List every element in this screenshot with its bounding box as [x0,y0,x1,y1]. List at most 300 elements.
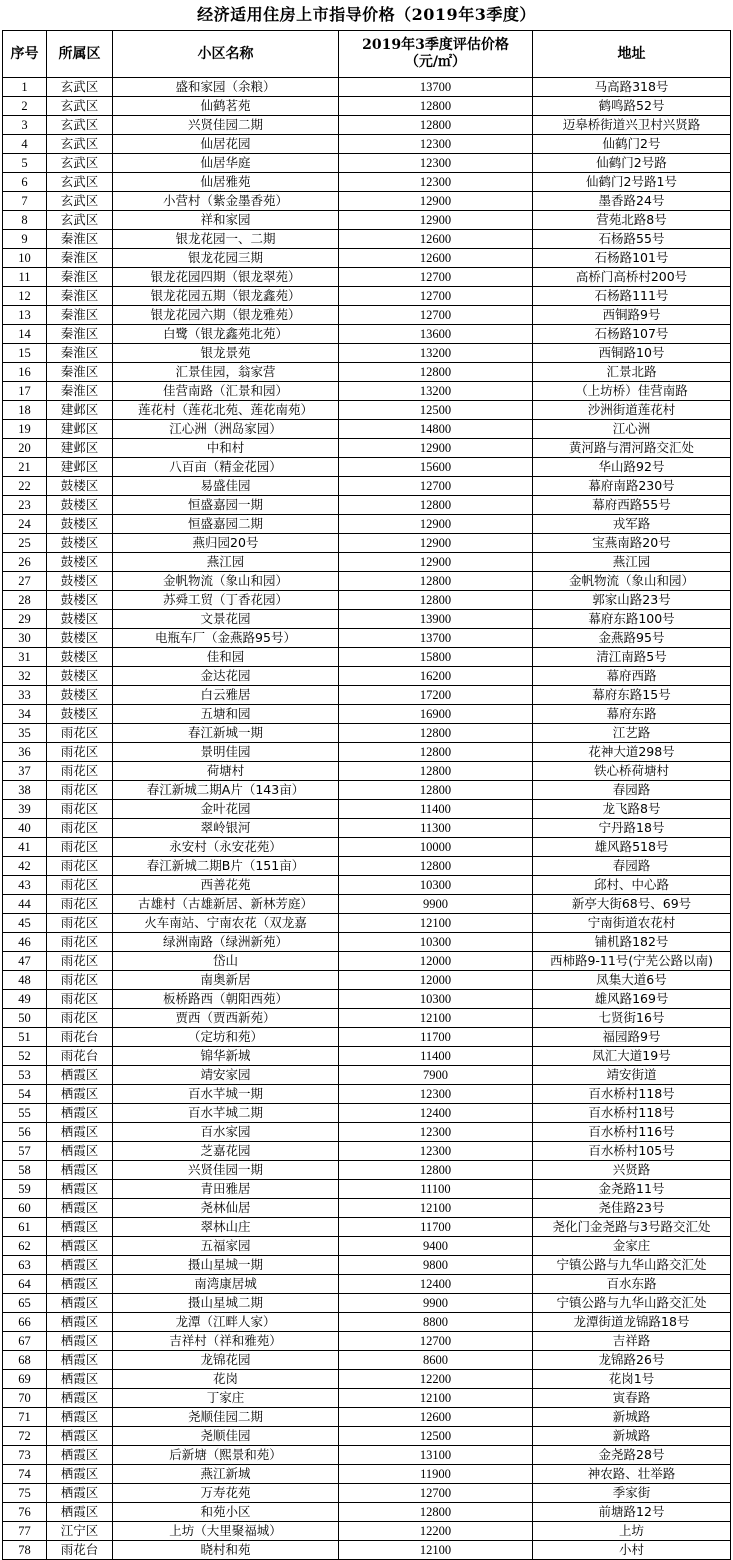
table-row [3,1484,731,1503]
table-row [3,1066,731,1085]
header-price [339,31,533,78]
cell-name: 电瓶车厂（金燕路95号） [113,629,339,648]
cell-name: 翠岭银河 [113,819,339,838]
cell-district: 秦淮区 [47,363,113,382]
cell-no: 61 [3,1218,47,1237]
cell-price: 12800 [339,1503,533,1522]
cell-address: 春园路 [533,781,731,800]
cell-address: 江艺路 [533,724,731,743]
cell-district: 栖霞区 [47,1294,113,1313]
cell-price: 12800 [339,116,533,135]
table-row [3,667,731,686]
cell-address: 西柿路9-11号(宁芜公路以南) [533,952,731,971]
cell-address: 幕府东路15号 [533,686,731,705]
cell-no: 38 [3,781,47,800]
cell-price: 12300 [339,1142,533,1161]
cell-district: 秦淮区 [47,325,113,344]
cell-address: 百水桥村116号 [533,1123,731,1142]
cell-name: 摄山星城二期 [113,1294,339,1313]
cell-district: 栖霞区 [47,1256,113,1275]
cell-district: 雨花区 [47,800,113,819]
table-row [3,325,731,344]
cell-name: 银龙花园三期 [113,249,339,268]
cell-name: 翠林山庄 [113,1218,339,1237]
table-row [3,154,731,173]
cell-district: 雨花区 [47,971,113,990]
cell-price: 11900 [339,1465,533,1484]
cell-address: 清江南路5号 [533,648,731,667]
page-title: 经济适用住房上市指导价格（2019年3季度） [197,5,536,24]
cell-address: 龙锦路26号 [533,1351,731,1370]
cell-district: 雨花区 [47,914,113,933]
cell-no: 76 [3,1503,47,1522]
cell-district: 玄武区 [47,173,113,192]
cell-name: 锦华新城 [113,1047,339,1066]
cell-district: 雨花区 [47,952,113,971]
table-row [3,382,731,401]
cell-district: 栖霞区 [47,1332,113,1351]
cell-no: 14 [3,325,47,344]
table-row [3,1275,731,1294]
cell-name: 金达花园 [113,667,339,686]
cell-price: 12500 [339,1427,533,1446]
cell-no: 19 [3,420,47,439]
table-row [3,1047,731,1066]
cell-name: 尧顺佳园 [113,1427,339,1446]
cell-price: 12400 [339,1104,533,1123]
cell-no: 28 [3,591,47,610]
cell-name: 苏舜工贸（丁香花园） [113,591,339,610]
cell-address: 铁心桥荷塘村 [533,762,731,781]
table-row [3,401,731,420]
cell-district: 鼓楼区 [47,515,113,534]
cell-no: 9 [3,230,47,249]
table-row [3,705,731,724]
cell-name: 恒盛嘉园一期 [113,496,339,515]
cell-no: 33 [3,686,47,705]
cell-district: 栖霞区 [47,1408,113,1427]
cell-price: 17200 [339,686,533,705]
cell-district: 鼓楼区 [47,610,113,629]
cell-price: 12100 [339,1389,533,1408]
cell-price: 13600 [339,325,533,344]
header-no: 序号 [3,31,47,78]
header-name: 小区名称 [113,31,339,78]
table-body [3,78,731,1560]
table-row [3,819,731,838]
cell-no: 26 [3,553,47,572]
cell-name: 八百亩（精金花园） [113,458,339,477]
table-row [3,230,731,249]
cell-no: 72 [3,1427,47,1446]
cell-name: 花岗 [113,1370,339,1389]
table-row [3,496,731,515]
table-row [3,534,731,553]
cell-district: 鼓楼区 [47,477,113,496]
cell-no: 55 [3,1104,47,1123]
cell-no: 58 [3,1161,47,1180]
cell-price: 12200 [339,1522,533,1541]
table-row [3,211,731,230]
cell-no: 63 [3,1256,47,1275]
cell-name: 春江新城一期 [113,724,339,743]
table-row [3,743,731,762]
cell-district: 栖霞区 [47,1275,113,1294]
table-row [3,933,731,952]
table-row [3,1446,731,1465]
cell-address: 吉祥路 [533,1332,731,1351]
cell-address: 龙飞路8号 [533,800,731,819]
cell-address: 凤集大道6号 [533,971,731,990]
cell-name: 吉祥村（祥和雅苑） [113,1332,339,1351]
table-row [3,1256,731,1275]
cell-price: 12200 [339,1370,533,1389]
cell-district: 鼓楼区 [47,572,113,591]
cell-price: 12100 [339,1009,533,1028]
table-row [3,287,731,306]
cell-no: 69 [3,1370,47,1389]
cell-price: 12000 [339,952,533,971]
table-row [3,1541,731,1560]
cell-address: 花神大道298号 [533,743,731,762]
cell-price: 10000 [339,838,533,857]
cell-no: 44 [3,895,47,914]
table-row [3,971,731,990]
cell-name: 百水芊城二期 [113,1104,339,1123]
cell-no: 59 [3,1180,47,1199]
cell-price: 10300 [339,933,533,952]
cell-address: 燕江园 [533,553,731,572]
cell-no: 23 [3,496,47,515]
cell-address: 宁镇公路与九华山路交汇处 [533,1256,731,1275]
cell-district: 秦淮区 [47,287,113,306]
cell-district: 鼓楼区 [47,705,113,724]
cell-name: 小营村（紫金墨香苑） [113,192,339,211]
table-row [3,1465,731,1484]
cell-district: 建邺区 [47,458,113,477]
cell-price: 10300 [339,876,533,895]
cell-district: 栖霞区 [47,1484,113,1503]
cell-price: 12100 [339,1541,533,1560]
cell-address: 雄风路518号 [533,838,731,857]
cell-district: 秦淮区 [47,344,113,363]
cell-district: 栖霞区 [47,1123,113,1142]
cell-name: 银龙花园四期（银龙翠苑） [113,268,339,287]
cell-address: 迈皋桥街道兴卫村兴贤路 [533,116,731,135]
header-price-line1: 2019年3季度评估价格 [362,37,509,53]
table-row [3,1351,731,1370]
cell-district: 鼓楼区 [47,496,113,515]
cell-address: 尧化门金尧路与3号路交汇处 [533,1218,731,1237]
cell-price: 12100 [339,914,533,933]
cell-price: 12900 [339,534,533,553]
cell-district: 栖霞区 [47,1085,113,1104]
cell-price: 12100 [339,1199,533,1218]
cell-address: 仙鹤门2号路 [533,154,731,173]
cell-address: 江心洲 [533,420,731,439]
cell-name: 百水家园 [113,1123,339,1142]
cell-name: 易盛佳园 [113,477,339,496]
cell-name: 燕江新城 [113,1465,339,1484]
cell-no: 70 [3,1389,47,1408]
table-row [3,116,731,135]
cell-address: 百水东路 [533,1275,731,1294]
cell-name: 佳和园 [113,648,339,667]
cell-district: 玄武区 [47,97,113,116]
cell-price: 12800 [339,762,533,781]
cell-district: 江宁区 [47,1522,113,1541]
cell-address: 花岗1号 [533,1370,731,1389]
cell-name: 银龙花园五期（银龙鑫苑） [113,287,339,306]
table-row [3,1028,731,1047]
cell-price: 12900 [339,211,533,230]
cell-name: 摄山星城一期 [113,1256,339,1275]
cell-price: 12700 [339,287,533,306]
cell-district: 建邺区 [47,401,113,420]
cell-address: 戎军路 [533,515,731,534]
cell-address: 仙鹤门2号 [533,135,731,154]
cell-no: 48 [3,971,47,990]
cell-price: 12900 [339,192,533,211]
table-row [3,1522,731,1541]
cell-name: 绿洲南路（绿洲新苑） [113,933,339,952]
cell-district: 雨花区 [47,990,113,1009]
cell-price: 12800 [339,857,533,876]
cell-district: 雨花区 [47,838,113,857]
cell-name: 仙居华庭 [113,154,339,173]
cell-name: 和苑小区 [113,1503,339,1522]
cell-no: 49 [3,990,47,1009]
table-header [3,31,731,78]
cell-name: 汇景佳园，翁家营 [113,363,339,382]
cell-address: 新亭大街68号、69号 [533,895,731,914]
cell-address: 兴贤路 [533,1161,731,1180]
table-row [3,1142,731,1161]
cell-price: 12600 [339,249,533,268]
cell-address: 宝燕南路20号 [533,534,731,553]
cell-no: 5 [3,154,47,173]
cell-price: 11700 [339,1028,533,1047]
cell-name: 靖安家园 [113,1066,339,1085]
cell-district: 雨花区 [47,857,113,876]
cell-no: 13 [3,306,47,325]
cell-price: 12600 [339,1408,533,1427]
cell-name: 尧林仙居 [113,1199,339,1218]
cell-no: 40 [3,819,47,838]
cell-district: 雨花区 [47,876,113,895]
cell-address: 百水桥村118号 [533,1085,731,1104]
cell-price: 15800 [339,648,533,667]
cell-no: 74 [3,1465,47,1484]
cell-name: 白云雅居 [113,686,339,705]
cell-district: 秦淮区 [47,230,113,249]
cell-no: 56 [3,1123,47,1142]
cell-address: 宁镇公路与九华山路交汇处 [533,1294,731,1313]
cell-no: 47 [3,952,47,971]
cell-price: 12400 [339,1275,533,1294]
cell-price: 12800 [339,97,533,116]
table-row [3,895,731,914]
cell-no: 21 [3,458,47,477]
cell-no: 24 [3,515,47,534]
cell-price: 11100 [339,1180,533,1199]
cell-name: 春江新城二期A片（143亩） [113,781,339,800]
cell-no: 51 [3,1028,47,1047]
table-row [3,629,731,648]
cell-address: 百水桥村105号 [533,1142,731,1161]
cell-name: 龙潭（江畔人家） [113,1313,339,1332]
cell-district: 玄武区 [47,154,113,173]
cell-address: 鹤鸣路52号 [533,97,731,116]
cell-no: 73 [3,1446,47,1465]
cell-address: 宁南街道农花村 [533,914,731,933]
cell-price: 13900 [339,610,533,629]
table-row [3,344,731,363]
cell-name: 莲花村（莲花北苑、莲花南苑） [113,401,339,420]
cell-price: 12800 [339,496,533,515]
table-row [3,762,731,781]
cell-name: 贾西（贾西新苑） [113,1009,339,1028]
cell-district: 雨花区 [47,933,113,952]
header-row [3,31,731,78]
cell-name: 尧顺佳园二期 [113,1408,339,1427]
cell-no: 43 [3,876,47,895]
cell-address: 邱村、中心路 [533,876,731,895]
cell-name: 芝嘉花园 [113,1142,339,1161]
cell-address: 前塘路12号 [533,1503,731,1522]
cell-name: 文景花园 [113,610,339,629]
cell-no: 10 [3,249,47,268]
cell-district: 秦淮区 [47,268,113,287]
cell-price: 12000 [339,971,533,990]
cell-no: 75 [3,1484,47,1503]
cell-address: 墨香路24号 [533,192,731,211]
cell-address: 幕府东路100号 [533,610,731,629]
cell-district: 玄武区 [47,135,113,154]
cell-no: 32 [3,667,47,686]
cell-address: 新城路 [533,1427,731,1446]
table-row [3,1237,731,1256]
cell-price: 13200 [339,344,533,363]
table-row [3,781,731,800]
cell-price: 12300 [339,173,533,192]
cell-no: 1 [3,78,47,97]
cell-name: 中和村 [113,439,339,458]
cell-district: 玄武区 [47,192,113,211]
cell-no: 8 [3,211,47,230]
cell-name: 板桥路西（朝阳西苑） [113,990,339,1009]
cell-price: 16200 [339,667,533,686]
cell-name: 仙鹤茗苑 [113,97,339,116]
cell-district: 栖霞区 [47,1313,113,1332]
cell-district: 栖霞区 [47,1199,113,1218]
cell-name: 景明佳园 [113,743,339,762]
table-row [3,1389,731,1408]
cell-district: 雨花台 [47,1047,113,1066]
cell-address: 黄河路与渭河路交汇处 [533,439,731,458]
cell-price: 13100 [339,1446,533,1465]
cell-name: 龙锦花园 [113,1351,339,1370]
cell-address: 沙洲街道莲花村 [533,401,731,420]
cell-address: 幕府西路 [533,667,731,686]
cell-price: 14800 [339,420,533,439]
cell-no: 65 [3,1294,47,1313]
table-row [3,458,731,477]
cell-no: 57 [3,1142,47,1161]
cell-no: 30 [3,629,47,648]
cell-district: 鼓楼区 [47,629,113,648]
cell-price: 12800 [339,743,533,762]
table-row [3,363,731,382]
cell-no: 11 [3,268,47,287]
cell-name: 西善花苑 [113,876,339,895]
table-row [3,838,731,857]
cell-no: 18 [3,401,47,420]
cell-name: 火车南站、宁南农花（双龙嘉 [113,914,339,933]
cell-price: 12500 [339,401,533,420]
cell-address: 马高路318号 [533,78,731,97]
cell-no: 60 [3,1199,47,1218]
cell-address: 尧佳路23号 [533,1199,731,1218]
header-district: 所属区 [47,31,113,78]
table-row [3,876,731,895]
cell-district: 鼓楼区 [47,591,113,610]
cell-name: 荷塘村 [113,762,339,781]
cell-name: 银龙花园一、二期 [113,230,339,249]
cell-name: 南奥新居 [113,971,339,990]
cell-district: 鼓楼区 [47,686,113,705]
cell-district: 雨花区 [47,819,113,838]
cell-no: 31 [3,648,47,667]
table-row [3,553,731,572]
cell-name: 春江新城二期B片（151亩） [113,857,339,876]
cell-district: 秦淮区 [47,306,113,325]
cell-no: 20 [3,439,47,458]
cell-no: 7 [3,192,47,211]
cell-name: 燕江园 [113,553,339,572]
table-row [3,686,731,705]
table-row [3,1503,731,1522]
table-row [3,97,731,116]
cell-district: 栖霞区 [47,1237,113,1256]
cell-no: 4 [3,135,47,154]
cell-price: 11700 [339,1218,533,1237]
cell-price: 11400 [339,1047,533,1066]
cell-district: 雨花区 [47,895,113,914]
cell-no: 62 [3,1237,47,1256]
cell-no: 41 [3,838,47,857]
cell-district: 玄武区 [47,211,113,230]
cell-address: 百水桥村118号 [533,1104,731,1123]
cell-district: 雨花台 [47,1028,113,1047]
cell-district: 鼓楼区 [47,648,113,667]
cell-district: 栖霞区 [47,1446,113,1465]
table-row [3,1427,731,1446]
cell-district: 栖霞区 [47,1218,113,1237]
cell-address: （上坊桥）佳营南路 [533,382,731,401]
cell-district: 栖霞区 [47,1142,113,1161]
cell-price: 12600 [339,230,533,249]
cell-price: 11300 [339,819,533,838]
cell-price: 12800 [339,1161,533,1180]
cell-price: 16900 [339,705,533,724]
cell-price: 12700 [339,268,533,287]
cell-district: 建邺区 [47,420,113,439]
cell-price: 12700 [339,1332,533,1351]
cell-name: 燕归园20号 [113,534,339,553]
cell-address: 金家庄 [533,1237,731,1256]
table-row [3,1123,731,1142]
